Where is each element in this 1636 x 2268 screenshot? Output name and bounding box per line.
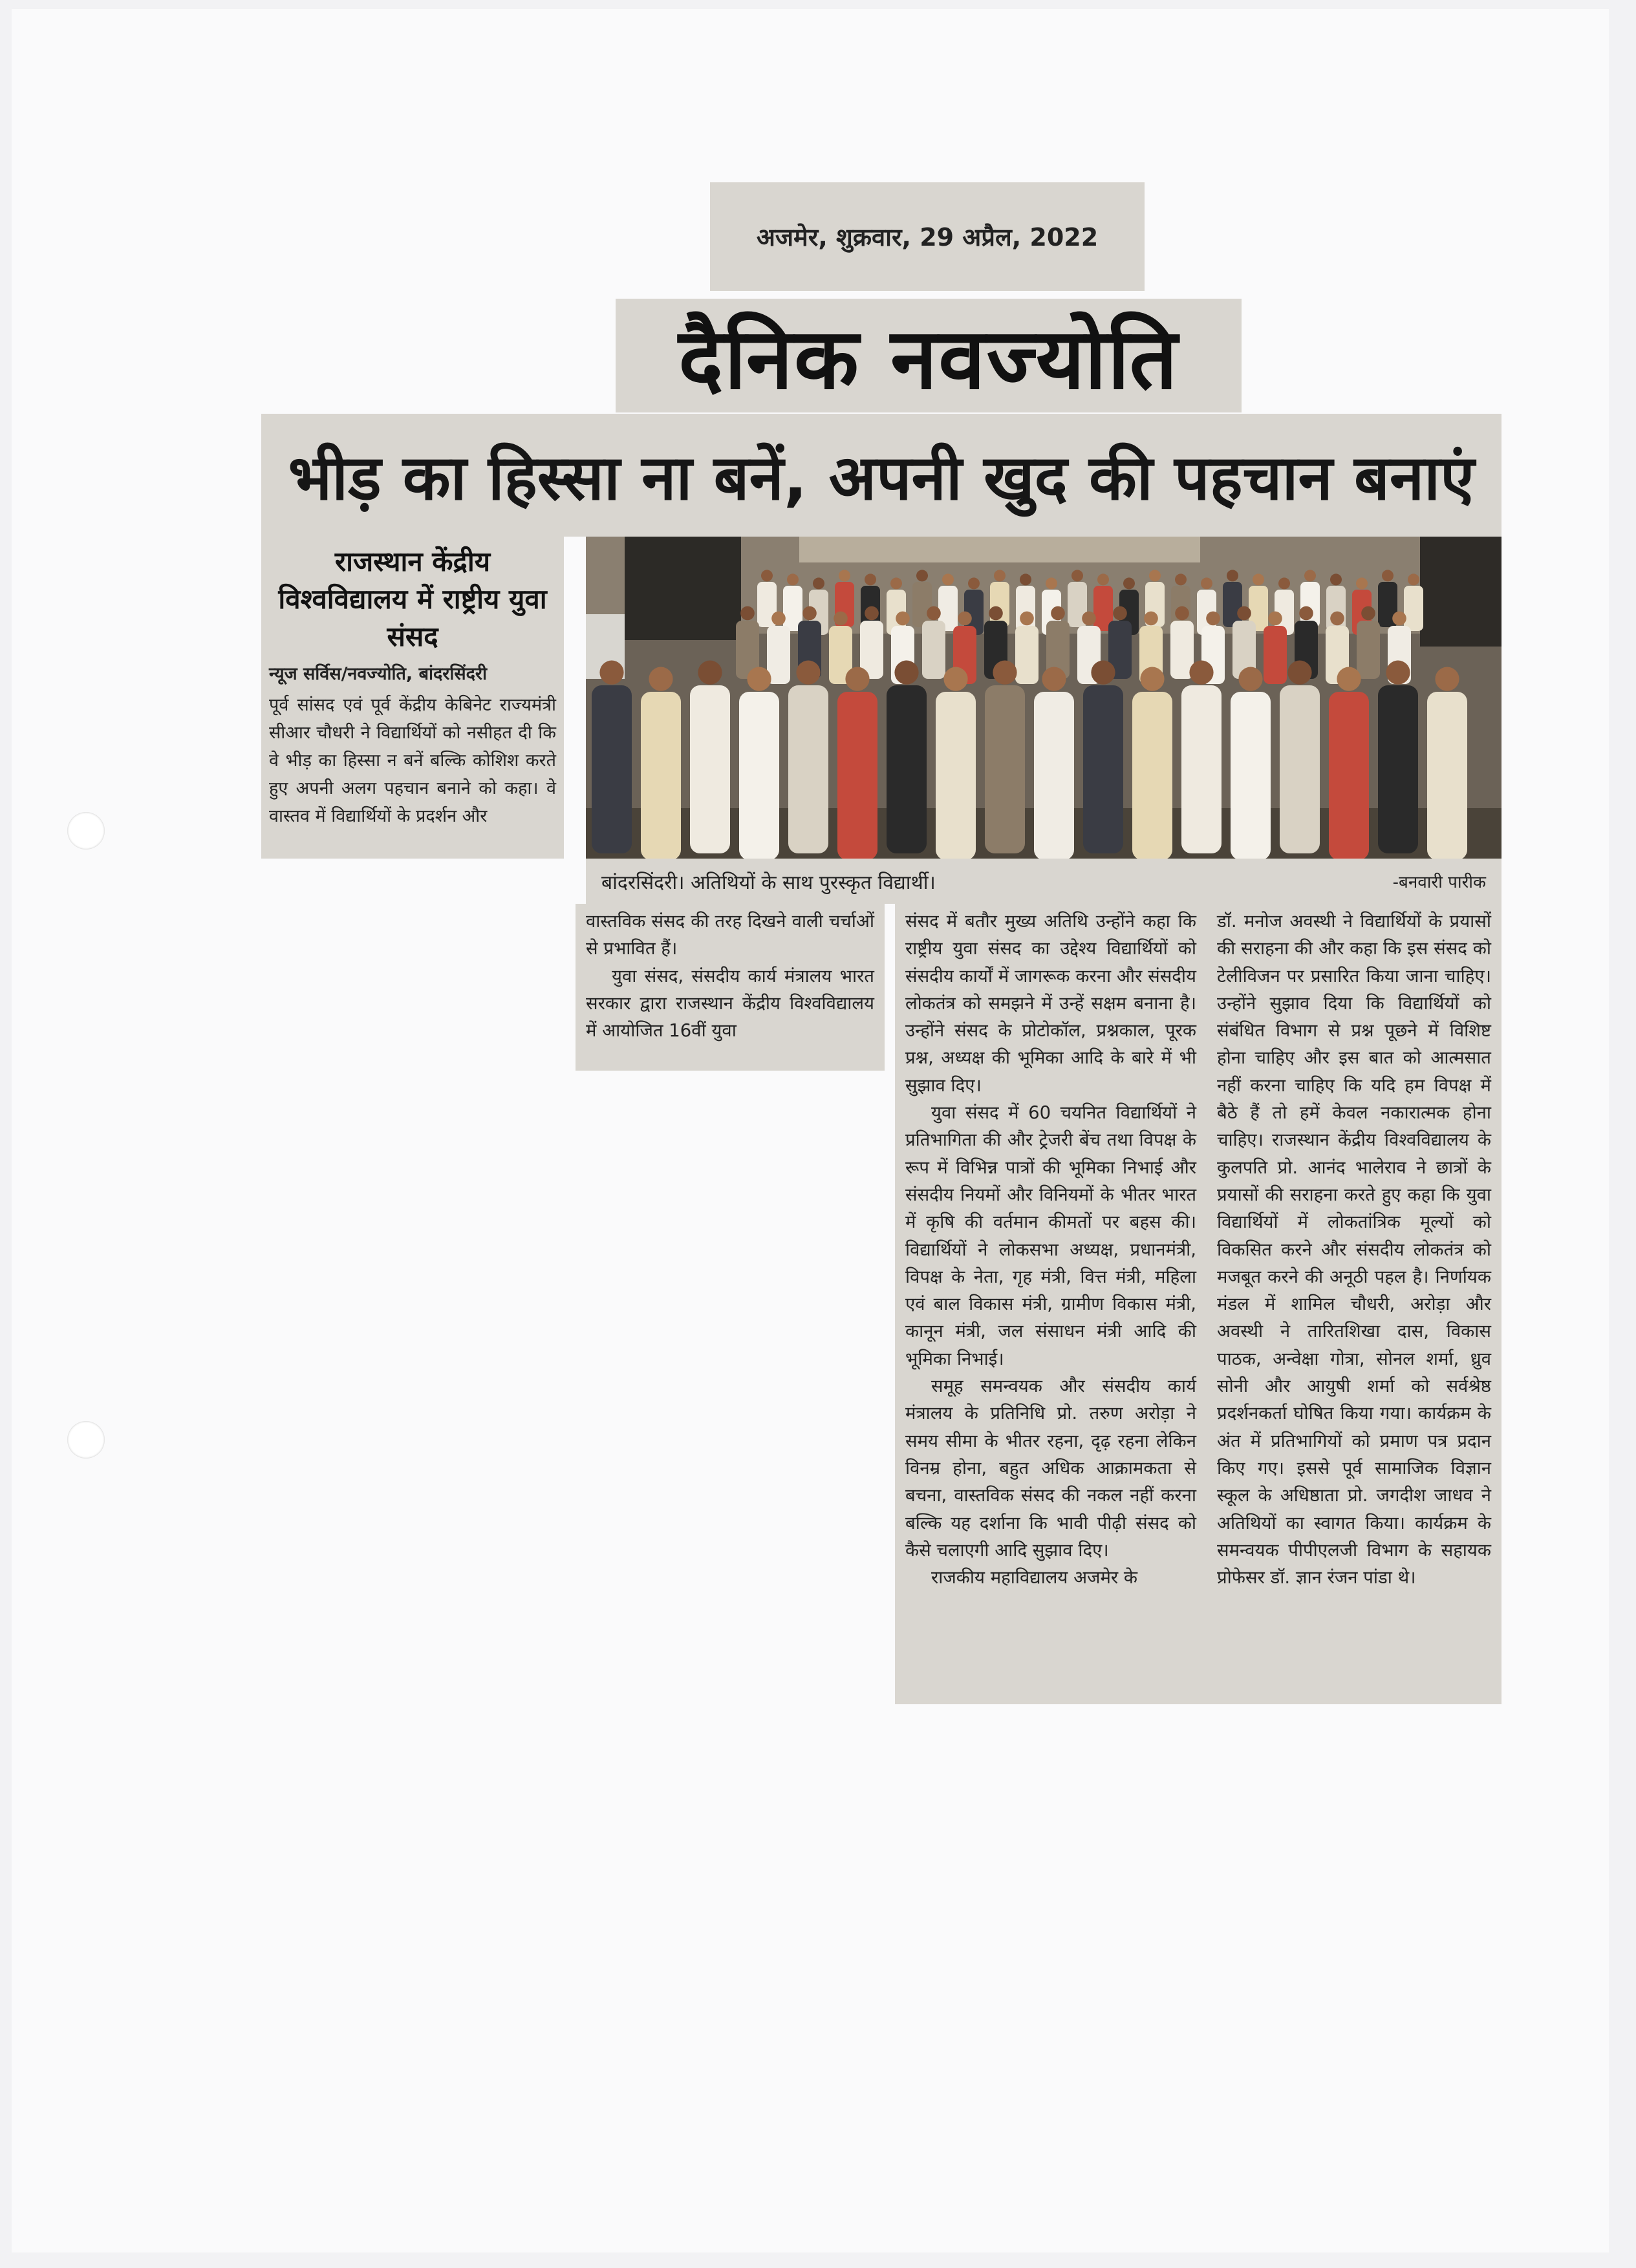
paragraph: संसद में बतौर मुख्य अतिथि उन्होंने कहा कि राष्ट्रीय युवा संसद का उद्देश्य विद्यार्थियों को संसदीय कार्यों में जागरूक करना और संसदीय लोकतंत्र को समझने में उन्हें सक्षम बनाना है। उन्होंने संसद के प्रोटोकॉल, प्रश्नकाल, पूरक प्रश्न, अध्यक्ष की भूमिका आदि के बारे में भी सुझाव दिए। [905,911,1196,1096]
photo-caption-bar [586,859,1501,904]
byline: न्यूज सर्विस/नवज्योति, बांदरसिंदरी [269,664,487,684]
subheadline: राजस्थान केंद्रीय विश्वविद्यालय में राष्ट्रीय युवा संसद [278,546,547,652]
newspaper-masthead: दैनिक नवज्योति [616,299,1242,412]
paragraph: समूह समन्वयक और संसदीय कार्य मंत्रालय के प्रतिनिधि प्रो. तरुण अरोड़ा ने समय सीमा के भीतर रहना, दृढ़ रहना लेकिन विनम्र होना, बहुत अधिक आक्रामकता से बचना, वास्तविक संसद की नकल नहीं करना बल्कि यह दर्शाना कि भावी पीढ़ी संसद को कैसे चलाएगी आदि सुझाव दिए। [905,1376,1196,1561]
intro-block [261,537,564,859]
paragraph: युवा संसद, संसदीय कार्य मंत्रालय भारत सरकार द्वारा राजस्थान केंद्रीय विश्वविद्यालय में आयोजित 16वीं युवा [586,965,874,1042]
punch-hole-lower [67,1421,105,1459]
group-photo-image [586,537,1501,859]
article-column-3 [1207,904,1501,1704]
paragraph: राजकीय महाविद्यालय अजमेर के [931,1567,1138,1589]
headline: भीड़ का हिस्सा ना बनें, अपनी खुद की पहचान बनाएं [261,414,1501,537]
punch-hole-upper [67,812,105,850]
paragraph: वास्तविक संसद की तरह दिखने वाली चर्चाओं से प्रभावित हैं। [586,911,874,959]
article-column-1 [576,904,885,1071]
photo-caption: बांदरसिंदरी। अतिथियों के साथ पुरस्कृत विद्यार्थी। [601,871,936,894]
group-photo [586,537,1501,859]
article-column-2 [895,904,1207,1704]
intro-paragraph: पूर्व सांसद एवं पूर्व केंद्रीय केबिनेट राज्यमंत्री सीआर चौधरी ने विद्यार्थियों को नसीहत दी कि वे भीड़ का हिस्सा न बनें बल्कि कोशिश करते हुए अपनी अलग पहचान बनाने को कहा। वे वास्तव में विद्यार्थियों के प्रदर्शन और [269,695,556,826]
dateline: अजमेर, शुक्रवार, 29 अप्रैल, 2022 [710,182,1145,291]
photo-credit: -बनवारी पारीक [1392,873,1486,892]
paragraph: युवा संसद में 60 चयनित विद्यार्थियों ने प्रतिभागिता की और ट्रेजरी बेंच तथा विपक्ष के रूप में विभिन्न पात्रों की भूमिका निभाई और संसदीय नियमों और विनियमों के भीतर भारत में कृषि की वर्तमान कीमतों पर बहस की। विद्यार्थियों ने लोकसभा अध्यक्ष, प्रधानमंत्री, विपक्ष के नेता, गृह मंत्री, वित्त मंत्री, महिला एवं बाल विकास मंत्री, ग्रामीण विकास मंत्री, कानून मंत्री, जल संसाधन मंत्री आदि की भूमिका निभाई। [905,1102,1196,1369]
paragraph: डॉ. मनोज अवस्थी ने विद्यार्थियों के प्रयासों की सराहना की और कहा कि इस संसद को टेलीविजन पर प्रसारित किया जाना चाहिए। उन्होंने सुझाव दिया कि विद्यार्थियों को संबंधित विभाग से प्रश्न पूछने में विशिष्ट होना चाहिए और इस बात को आत्मसात नहीं करना चाहिए कि यदि हम विपक्ष में बैठे हैं तो हमें केवल नकारात्मक होना चाहिए। राजस्थान केंद्रीय विश्वविद्यालय के कुलपति प्रो. आनंद भालेराव ने छात्रों के प्रयासों की सराहना करते हुए कहा कि युवा विद्यार्थियों में लोकतांत्रिक मूल्यों को विकसित करने और संसदीय लोकतंत्र को मजबूत करने की अनूठी पहल है। निर्णायक मंडल में शामिल चौधरी, अरोड़ा और अवस्थी ने तारितशिखा दास, विकास पाठक, अन्वेक्षा गोत्रा, सोनल शर्मा, ध्रुव सोनी और आयुषी शर्मा को सर्वश्रेष्ठ प्रदर्शनकर्ता घोषित किया गया। कार्यक्रम के अंत में प्रतिभागियों को प्रमाण पत्र प्रदान किए गए। इससे पूर्व सामाजिक विज्ञान स्कूल के अधिष्ठाता प्रो. जगदीश जाधव ने अतिथियों का स्वागत किया। कार्यक्रम के समन्वयक पीपीएलजी विभाग के सहायक प्रोफेसर डॉ. ज्ञान रंजन पांडा थे। [1217,911,1491,1589]
